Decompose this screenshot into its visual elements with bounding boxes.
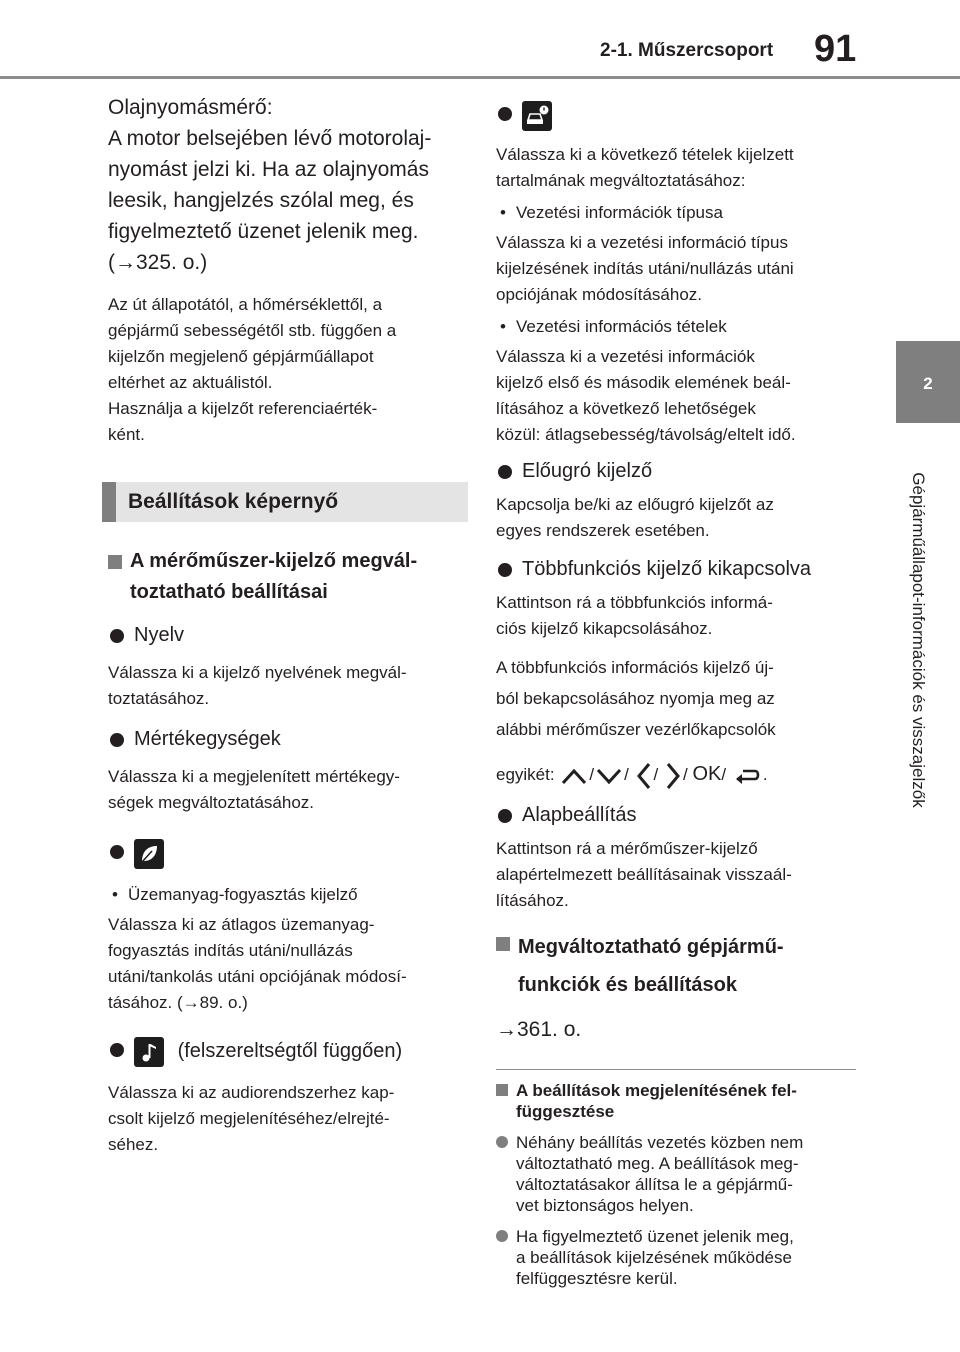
separator: .	[762, 765, 768, 784]
left-column	[108, 92, 468, 1158]
text-line: tásához. (→89. o.)	[108, 993, 248, 1012]
item-audio-suffix: (felszereltségtől függően)	[177, 1040, 403, 1062]
section-heading: Beállítások képernyő	[102, 482, 468, 522]
text-line: kijelzésének indítás utáni/nullázás utáni	[496, 259, 794, 278]
text-line: eltérhet az aktuálistól.	[108, 373, 273, 392]
item-language: Nyelv	[108, 620, 468, 650]
header-section-title: 2-1. Műszercsoport	[600, 40, 774, 61]
text-line: alapértelmezett beállításainak visszaál-	[496, 865, 792, 884]
text-line: Válassza ki a vezetési információ típus	[496, 233, 788, 252]
text-line: Válassza ki a következő tételek kijelzett	[496, 145, 794, 164]
eco-leaf-icon	[134, 839, 164, 869]
text-line: funkciók és beállítások	[518, 974, 737, 996]
item-units: Mértékegységek	[108, 724, 468, 754]
text-line: ségek megváltoztatásához.	[108, 793, 315, 812]
header-rule	[0, 76, 960, 79]
separator: /	[683, 765, 688, 784]
item-units-desc	[108, 764, 468, 816]
text-line: toztatható beállításai	[130, 581, 328, 603]
chapter-tab	[896, 341, 960, 423]
note-item	[496, 1226, 856, 1289]
text-line: Kattintson rá a mérőműszer-kijelző	[496, 839, 758, 858]
note-heading	[496, 1080, 856, 1122]
text-line: utáni/tankolás utáni opciójának módosí-	[108, 967, 407, 986]
subsection-heading	[108, 546, 468, 608]
driving-info-type: • Vezetési információk típusa	[496, 200, 856, 226]
item-popup-desc	[496, 492, 856, 544]
back-arrow-icon	[733, 765, 761, 787]
item-eco-label: • Üzemanyag-fogyasztás kijelző	[108, 882, 468, 908]
text-line: egyikét:	[496, 765, 555, 784]
item-audio	[108, 1034, 468, 1068]
text-line: Ha figyelmeztető üzenet jelenik meg,	[516, 1227, 794, 1246]
chevron-right-icon	[665, 762, 681, 790]
chevron-up-icon	[561, 767, 587, 785]
text-line: egyes rendszerek esetében.	[496, 521, 710, 540]
text-line: Néhány beállítás vezetés közben nem	[516, 1133, 804, 1152]
chevron-down-icon	[596, 767, 622, 785]
note-item	[496, 1132, 856, 1216]
text-line: Válassza ki az átlagos üzemanyag-	[108, 915, 375, 934]
separator: /	[721, 765, 727, 784]
separator: /	[653, 765, 659, 784]
text-line: alábbi mérőműszer vezérlőkapcsolók	[496, 720, 776, 739]
text-line: Kattintson rá a többfunkciós informá-	[496, 593, 773, 612]
text-line: felfüggesztésre kerül.	[516, 1269, 678, 1288]
subsection-heading	[496, 928, 856, 1004]
item-reset-desc	[496, 836, 856, 914]
text-line: Az út állapotától, a hőmérséklettől, a	[108, 295, 383, 314]
page-reference: →361. o.	[496, 1018, 582, 1041]
text-line: ként.	[108, 425, 145, 444]
text-line: figyelmeztető üzenet jelenik meg.	[108, 220, 419, 243]
note-divider	[496, 1069, 856, 1070]
item-eco-desc	[108, 912, 468, 1016]
vehicle-info-icon	[522, 101, 552, 131]
switch-list	[496, 757, 856, 792]
driving-info-items-desc	[496, 344, 856, 448]
music-note-icon	[134, 1037, 164, 1067]
item-audio-desc	[108, 1080, 468, 1158]
text-line: séhez.	[108, 1135, 159, 1154]
ok-switch-label: OK	[692, 763, 722, 785]
text-line: tartalmának megváltoztatásához:	[496, 171, 746, 190]
text-line: gépjármű sebességétől stb. függően a	[108, 321, 397, 340]
text-line: Válassza ki a vezetési információk	[496, 347, 755, 366]
text-line: változtatásakor állítsa le a gépjármű-	[516, 1175, 793, 1194]
text-line: lításához.	[496, 891, 569, 910]
text-line: kijelzőn megjelenő gépjárműállapot	[108, 347, 374, 366]
text-line: Válassza ki a kijelző nyelvének megvál-	[108, 663, 407, 682]
text-line: Válassza ki az audiorendszerhez kap-	[108, 1083, 395, 1102]
text-line: csolt kijelző megjelenítéséhez/elrejté-	[108, 1109, 390, 1128]
text-line: A motor belsejében lévő motorolaj-	[108, 127, 432, 150]
text-line: nyomást jelzi ki. Ha az olajnyomás	[108, 158, 429, 181]
item-popup: Előugró kijelző	[496, 456, 856, 486]
text-line: kijelző első és második elemének beál-	[496, 373, 791, 392]
text-line: Olajnyomásmérő:	[108, 96, 273, 119]
page-number: 91	[814, 28, 857, 70]
text-line: Válassza ki a megjelenített mértékegy-	[108, 767, 400, 786]
text-line: opciójának módosításához.	[496, 285, 703, 304]
reference-note	[108, 292, 468, 448]
item-language-desc	[108, 660, 468, 712]
text-line: Használja a kijelzőt referenciaérték-	[108, 399, 378, 418]
chapter-side-label: Gépjárműállapot-információk és visszajelzők	[909, 472, 928, 808]
separator: /	[589, 765, 595, 784]
item-multi-off-desc2	[496, 652, 856, 745]
text-line: vet biztonságos helyen.	[516, 1196, 694, 1215]
text-line: változtatható meg. A beállítások meg-	[516, 1154, 799, 1173]
chevron-left-icon	[636, 762, 652, 790]
item-multi-off-desc	[496, 590, 856, 642]
item-reset: Alapbeállítás	[496, 800, 856, 830]
item-driving-info	[496, 98, 856, 132]
right-column	[496, 98, 856, 1289]
text-line: A mérőműszer-kijelző megvál-	[130, 550, 418, 572]
text-line: (→325. o.)	[108, 251, 208, 274]
text-line: ciós kijelző kikapcsolásához.	[496, 619, 713, 638]
item-eco	[108, 836, 468, 870]
text-line: toztatásához.	[108, 689, 210, 708]
oil-pressure-text	[108, 92, 468, 278]
text-line: lításához a következő lehetőségek	[496, 399, 756, 418]
text-line: A beállítások megjelenítésének fel-	[516, 1081, 797, 1100]
item-multi-off: Többfunkciós kijelző kikapcsolva	[496, 554, 856, 584]
driving-info-items: • Vezetési információs tételek	[496, 314, 856, 340]
text-line: a beállítások kijelzésének működése	[516, 1248, 792, 1267]
separator: /	[624, 765, 629, 784]
text-line: Megváltoztatható gépjármű-	[518, 936, 784, 958]
driving-info-type-desc	[496, 230, 856, 308]
driving-info-intro	[496, 142, 856, 194]
text-line: leesik, hangjelzés szólal meg, és	[108, 189, 414, 212]
text-line: Kapcsolja be/ki az előugró kijelzőt az	[496, 495, 774, 514]
text-line: közül: átlagsebesség/távolság/eltelt idő.	[496, 425, 796, 444]
chapter-number: 2	[923, 374, 933, 393]
text-line: ból bekapcsolásához nyomja meg az	[496, 689, 775, 708]
text-line: A többfunkciós információs kijelző új-	[496, 658, 774, 677]
text-line: fogyasztás indítás utáni/nullázás	[108, 941, 353, 960]
text-line: függesztése	[516, 1102, 615, 1121]
